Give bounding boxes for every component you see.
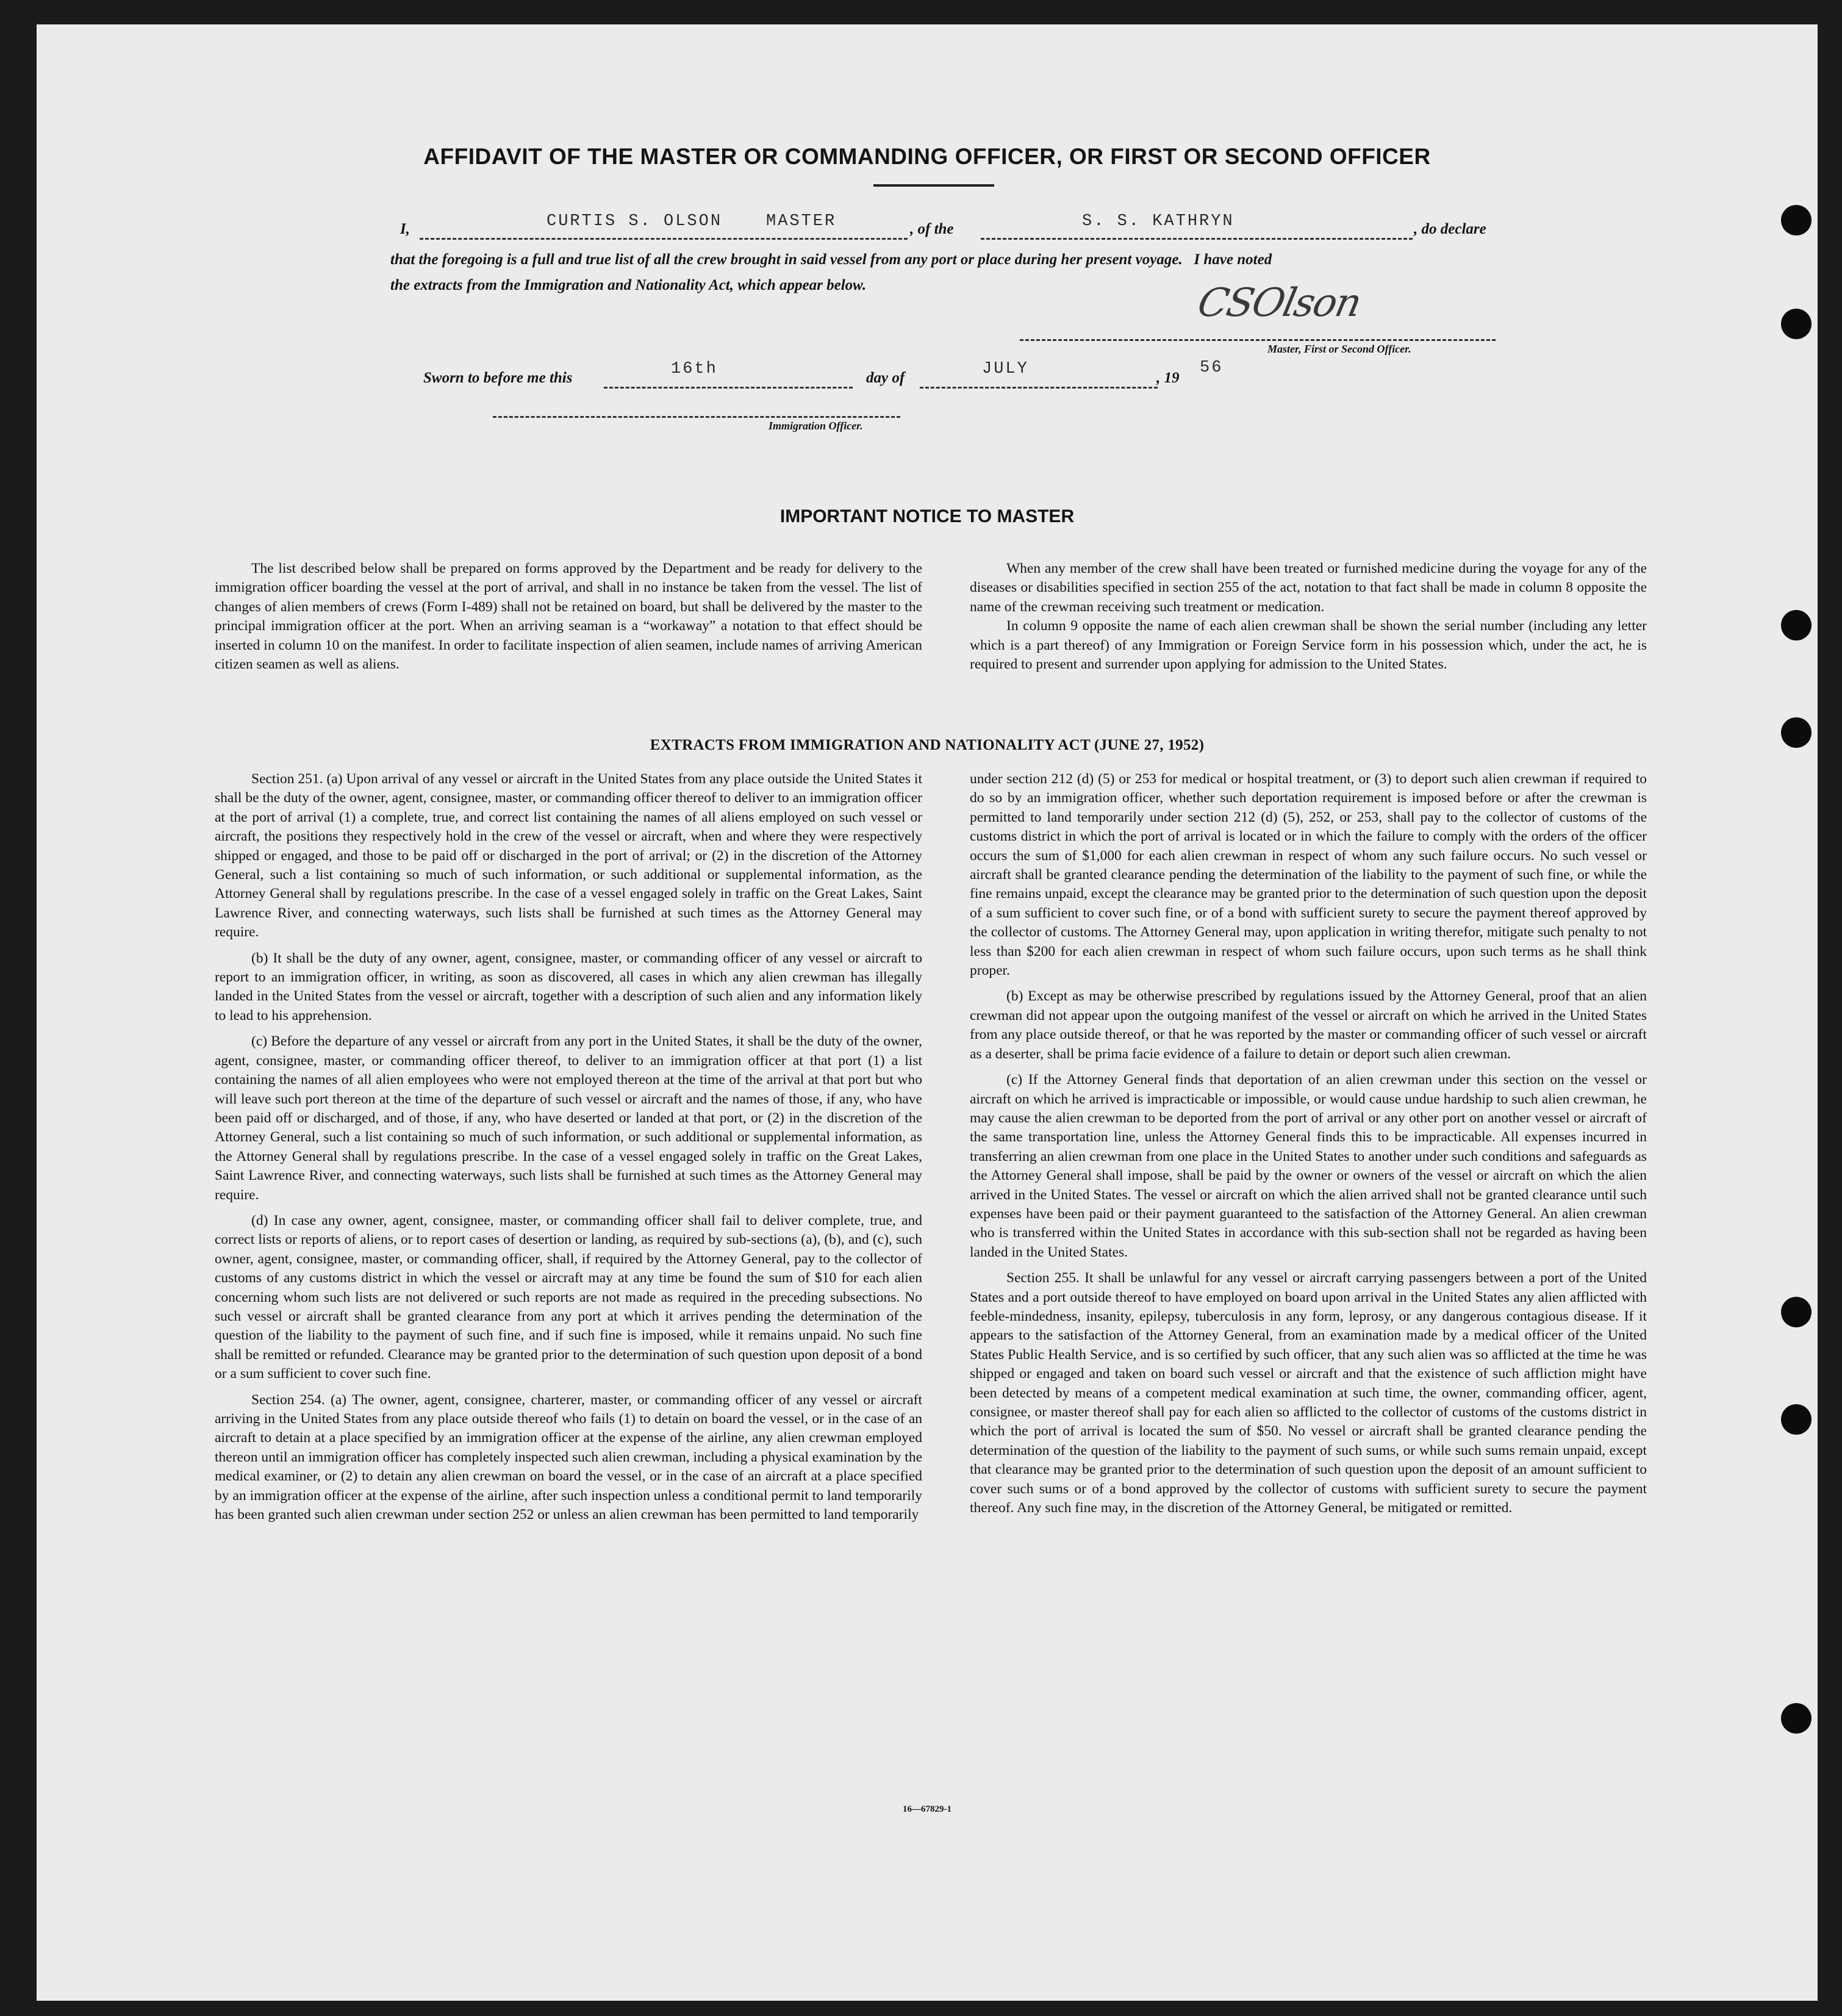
day-of-label: day of	[866, 370, 905, 386]
notice-paragraph: When any member of the crew shall have been treated or furnished medicine during the voyage for any of the diseases or disabilities specified in section 255 of the act, notation to that fact shall be made in column 8 opposite the name of the crewman receiving such treatment or medication.	[970, 561, 1647, 615]
notice-right-column	[970, 559, 1647, 681]
extract-paragraph: (c) If the Attorney General finds that deportation of an alien crewman under this section on the vessel or aircraft on which he arrived is impracticable or impossible, or would cause undue hardship to such alien crewman, he may cause the alien crewman to be deported from the port of arrival or any other port on another vessel or aircraft of the same transportation line, unless the Attorney General finds this to be impracticable. All expenses incurred in transferring an alien crewman from one place in the United States to another under such conditions and safeguards as the Attorney General shall impose, shall be paid by the owner or owners of the vessel or aircraft on which the alien arrived in the United States. The vessel or aircraft on which the alien arrived shall not be granted clearance until such expenses have been paid or their payment guaranteed to the satisfaction of the Attorney General. An alien crewman who is transferred within the United States in accordance with this sub-section shall not be regarded as having been landed in the United States.	[970, 1072, 1647, 1260]
extract-paragraph: Section 251. (a) Upon arrival of any vessel or aircraft in the United States from any place outside the United States it shall be the duty of the owner, agent, consignee, master, or commanding officer thereof to deliver to an immigration officer at the port of arrival (1) a complete, true, and correct list containing the names of all aliens employed on such vessel or aircraft, the positions they respectively hold in the crew of the vessel or aircraft, when and where they were respectively shipped or engaged, and those to be paid off or discharged in the port of arrival; or (2) in the discretion of the Attorney General, such a list containing so much of such information, or such additional or supplemental information, as the Attorney General shall by regulations prescribe. In the case of a vessel engaged solely in traffic on the Great Lakes, Saint Lawrence River, and connecting waterways, such lists shall be furnished at such times as the Attorney General may require.	[215, 771, 922, 941]
i-label: I,	[400, 221, 410, 237]
extracts-left-column	[215, 770, 922, 1531]
extract-paragraph: (b) It shall be the duty of any owner, agent, consignee, master, or commanding officer of any vessel or aircraft to report to an immigration officer, in writing, as soon as discovered, all cases in which any alien crewman has illegally landed in the United States from the vessel or aircraft, together with a description of such alien and any information likely to lead to his apprehension.	[215, 950, 922, 1024]
notice-paragraph: The list described below shall be prepared on forms approved by the Department and be ready for delivery to the immigration officer boarding the vessel at the port of arrival, and shall in no instance be taken from the vessel. The list of changes of alien members of crews (Form I-489) shall not be retained on board, but shall be delivered by the master to the principal immigration officer at the port. When an arriving seaman is a “workaway” a notation to that effect should be inserted in column 10 on the manifest. In order to facilitate inspection of alien seamen, include names of arriving American citizen seamen as well as aliens.	[215, 561, 922, 673]
typed-name: CURTIS S. OLSON	[547, 212, 723, 231]
declaration-line-1: that the foregoing is a full and true list of all the crew brought in said vessel from any port or place during her present voyage. I have noted	[390, 251, 1272, 268]
declaration-line-2: the extracts from the Immigration and Nationality Act, which appear below.	[390, 277, 867, 293]
binder-hole	[1781, 1404, 1812, 1435]
title-rule	[873, 184, 994, 187]
typed-day: 16th	[671, 360, 718, 378]
binder-hole	[1781, 205, 1812, 235]
document-page	[37, 24, 1818, 2001]
of-the-label: , of the	[910, 221, 954, 237]
year-prefix: , 19	[1156, 370, 1180, 386]
notice-left-column	[215, 559, 922, 681]
signature-line	[1020, 339, 1496, 341]
binder-hole	[1781, 610, 1812, 640]
sworn-label: Sworn to before me this	[423, 370, 573, 386]
extracts-right-column	[970, 770, 1647, 1524]
do-declare-label: , do declare	[1414, 221, 1486, 237]
extract-paragraph: (b) Except as may be otherwise prescribed by regulations issued by the Attorney General, proof that an alien crewman did not appear upon the outgoing manifest of the vessel or aircraft on which he arrived in the United States from any place outside thereof, or that he was reported by the master or commanding officer of such vessel or aircraft as a deserter, shall be prima facie evidence of a failure to detain or deport such alien crewman.	[970, 988, 1647, 1062]
vessel-blank	[981, 238, 1413, 240]
typed-month: JULY	[982, 360, 1029, 378]
extract-paragraph: under section 212 (d) (5) or 253 for medical or hospital treatment, or (3) to deport such alien crewman if required to do so by an immigration officer, whether such deportation requirement is imposed before or after the crewman is permitted to land temporarily under section 212 (d) (5), 252, or 253, shall pay to the collector of customs of the customs district in which the port of arrival is located or in which the failure to comply with the orders of the officer occurs the sum of $1,000 for each alien crewman in respect of whom any such failure occurs. No such vessel or aircraft shall be granted clearance pending the determination of the liability to the payment of such fine, or while the fine remains unpaid, except the clearance may be granted prior to the determination of such question upon the deposit of a sum sufficient to cover such fine, or of a bond with sufficient surety to secure the payment thereof approved by the collector of customs. The Attorney General may, upon application in writing therefor, mitigate such penalty to not less than $200 for each alien crewman in respect of whom such failure occurs, upon such terms as he shall think proper.	[970, 771, 1647, 979]
binder-hole	[1781, 309, 1812, 339]
signature-caption: Master, First or Second Officer.	[1267, 343, 1411, 355]
binder-hole	[1781, 1703, 1812, 1734]
master-signature: CSOlson	[1194, 281, 1365, 326]
extract-paragraph: (d) In case any owner, agent, consignee, master, or commanding officer shall fail to deliver complete, true, and correct lists or reports of aliens, or to report cases of desertion or landing, as required by sub-sections (a), (b), and (c), such owner, agent, consignee, master, or commanding officer, shall, if required by the Attorney General, pay to the collector of customs of any customs district in which the vessel or aircraft may at any time be found the sum of $10 for each alien concerning whom such lists are not delivered or such reports are not made as required in the preceding subsections. No such vessel or aircraft shall be granted clearance from any port at which it arrives pending the determination of the question of the liability to the payment of such fine, and if such fine is imposed, while it remains unpaid. No such fine shall be remitted or refunded. Clearance may be granted prior to the determination of such question upon deposit of a bond or a sum sufficient to cover such fine.	[215, 1212, 922, 1382]
typed-year: 56	[1200, 359, 1224, 377]
typed-vessel: S. S. KATHRYN	[1082, 212, 1235, 231]
extract-paragraph: Section 254. (a) The owner, agent, consignee, charterer, master, or commanding officer of any vessel or aircraft arriving in the United States from any place outside thereof who fails (1) to detain on board the vessel, or in the case of an aircraft to detain at a place specified by an immigration officer at the expense of the airline, any alien crewman employed thereon until an immigration officer has completely inspected such alien crewman, including a physical examination by the medical examiner, or (2) to detain any alien crewman on board the vessel, or in the case of an aircraft at a place specified by an immigration officer at the expense of the airline, after such inspection unless a conditional permit to land temporarily has been granted such alien crewman under section 252 or unless an alien crewman has been permitted to land temporarily	[215, 1391, 922, 1523]
extract-paragraph: (c) Before the departure of any vessel or aircraft from any port in the United States, it shall be the duty of the owner, agent, consignee, master, or commanding officer thereof, to deliver to an immigration officer at that port (1) a list containing the names of all alien employees who were not employed thereon at the time of the arrival at that port but who will leave such port thereon at the time of the departure of such vessel or aircraft and the names of those, if any, who have been paid off or discharged, and of those, if any, who have deserted or landed at that port, or (2) in the discretion of the Attorney General, such a list containing so much of such information, or such additional or supplemental information, as the Attorney General shall by regulations prescribe. In the case of a vessel engaged solely in traffic on the Great Lakes, Saint Lawrence River, and connecting waterways, such lists shall be furnished at such times as the Attorney General may require.	[215, 1033, 922, 1203]
extract-paragraph: Section 255. It shall be unlawful for any vessel or aircraft carrying passengers between a port of the United States and a port outside thereof to have employed on board upon arrival in the United States any alien afflicted with feeble-mindedness, insanity, epilepsy, tuberculosis in any form, leprosy, or any dangerous contagious disease. If it appears to the satisfaction of the Attorney General, from an examination made by a medical officer of the United States Public Health Service, and is so certified by such officer, that any such alien was so afflicted at the time he was shipped or engaged and taken on board such vessel or aircraft and that the existence of such affliction might have been detected by means of a competent medical examination at such time, the owner, commanding officer, agent, consignee, or master thereof shall pay for each alien so afflicted to the collector of customs of the customs district in which the port of arrival is located the sum of $50. No vessel or aircraft shall be granted clearance pending the determination of the question of the liability to the payment of such sums, or while such sums remain unpaid, except that clearance may be granted prior to the determination of such question upon the deposit of an amount sufficient to cover such sums or of a bond approved by the collector of customs with sufficient surety to secure the payment thereof. Any such fine may, in the discretion of the Attorney General, be mitigated or remitted.	[970, 1270, 1647, 1516]
extracts-title: EXTRACTS FROM IMMIGRATION AND NATIONALITY ACT (JUNE 27, 1952)	[650, 737, 1205, 753]
month-blank	[920, 387, 1158, 389]
typed-rank: MASTER	[766, 212, 837, 231]
officer-caption: Immigration Officer.	[769, 420, 863, 432]
name-rank-blank	[420, 238, 908, 240]
officer-signature-line	[493, 416, 900, 418]
form-code: 16—67829-1	[903, 1804, 951, 1814]
day-blank	[604, 387, 853, 389]
binder-hole	[1781, 1297, 1812, 1327]
notice-paragraph: In column 9 opposite the name of each alien crewman shall be shown the serial number (including any letter which is a part thereof) of any Immigration or Foreign Service form in his possession which, under the act, he is required to present and surrender upon applying for admission to the United States.	[970, 618, 1647, 673]
affidavit-title: AFFIDAVIT OF THE MASTER OR COMMANDING OFFICER, OR FIRST OR SECOND OFFICER	[423, 144, 1431, 169]
notice-title: IMPORTANT NOTICE TO MASTER	[779, 506, 1075, 526]
